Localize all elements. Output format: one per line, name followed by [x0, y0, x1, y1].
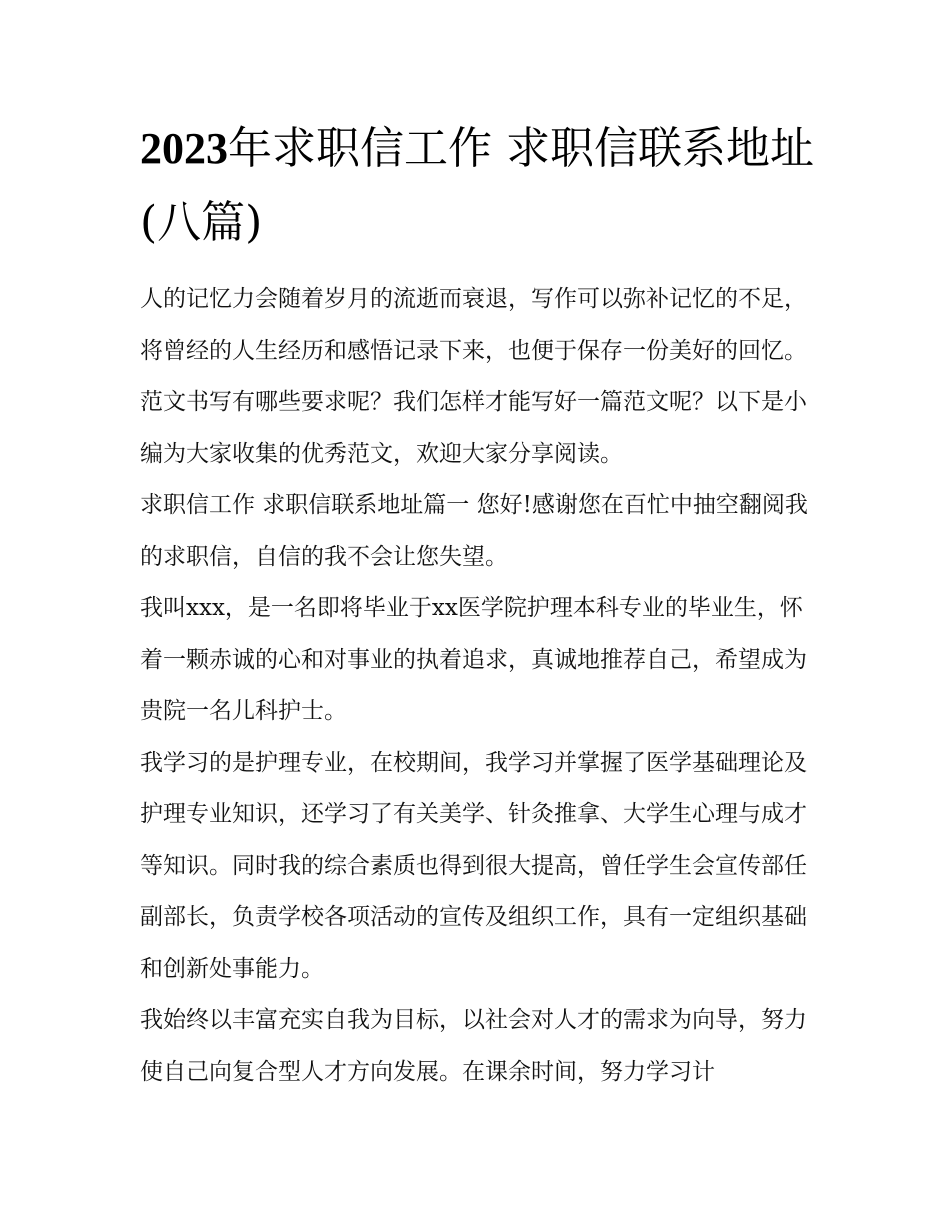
title-text: 年求职信工作 求职信联系地址(八篇) [140, 123, 814, 248]
paragraph-development: 我始终以丰富充实自我为目标，以社会对人才的需求为向导，努力使自己向复合型人才方向发展。在课余时间，努力学习计 [140, 1007, 807, 1085]
paragraph-education: 我学习的是护理专业，在校期间，我学习并掌握了医学基础理论及护理专业知识，还学习了有关美学、针灸推拿、大学生心理与成才等知识。同时我的综合素质也得到很大提高，曾任学生会宣传部任副部长，负责学校各项活动的宣传及组织工作，具有一定组织基础和创新处事能力。 [140, 749, 807, 982]
paragraph-intro: 人的记忆力会随着岁月的流逝而衰退，写作可以弥补记忆的不足，将曾经的人生经历和感悟记录下来，也便于保存一份美好的回忆。范文书写有哪些要求呢？我们怎样才能写好一篇范文呢？以下是小编为大家收集的优秀范文，欢迎大家分享阅读。 [140, 286, 807, 467]
document-body [140, 274, 816, 1098]
paragraph-greeting: 求职信工作 求职信联系地址篇一 您好!感谢您在百忙中抽空翻阅我的求职信，自信的我不会让您失望。 [140, 492, 808, 570]
title-year: 2023 [140, 124, 228, 173]
document-title [140, 112, 820, 260]
paragraph-self-introduction: 我叫xxx，是一名即将毕业于xx医学院护理本科专业的毕业生，怀着一颗赤诚的心和对事业的执着追求，真诚地推荐自己，希望成为贵院一名儿科护士。 [140, 595, 807, 724]
